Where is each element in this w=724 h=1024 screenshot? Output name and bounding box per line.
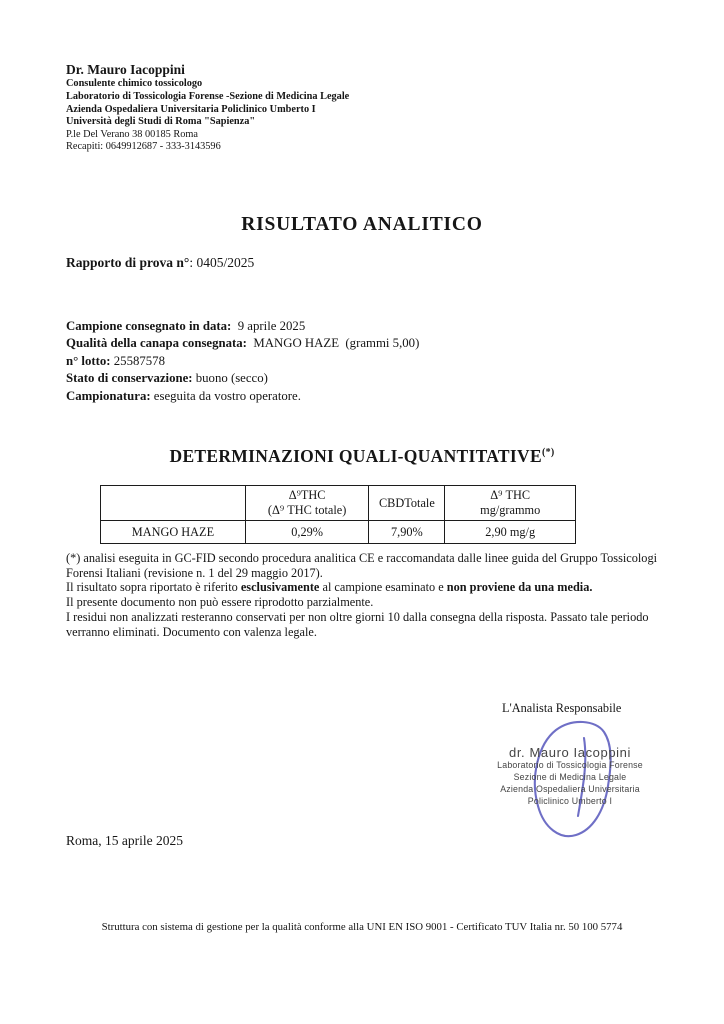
sample-delivery-date: Campione consegnato in data: 9 aprile 2025 <box>66 319 306 333</box>
letterhead-laboratory: Laboratorio di Tossicologia Forense -Sezione di Medicina Legale <box>66 90 350 102</box>
stamp-name: dr. Mauro Iacoppini <box>509 745 631 760</box>
analyst-stamp <box>470 746 670 808</box>
col-header-thc-total: Δ⁹THC (Δ⁹ THC totale) <box>245 486 369 521</box>
col-header-sample <box>101 486 246 521</box>
place-date: Roma, 15 aprile 2025 <box>66 833 183 848</box>
footnotes <box>66 551 666 639</box>
footnote-result-scope: Il risultato sopra riportato è riferito esclusivamente al campione esaminato e non proviene da una media. <box>66 580 593 595</box>
letterhead-university: Università degli Studi di Roma "Sapienza" <box>66 116 256 128</box>
sample-sampling: Campionatura: eseguita da vostro operatore. <box>66 388 301 403</box>
sample-quality: Qualità della canapa consegnata: MANGO HAZE (grammi 5,00) <box>66 336 420 351</box>
letterhead-contacts: Recapiti: 0649912687 - 333-3143596 <box>66 141 221 153</box>
table-header-row <box>101 486 576 521</box>
report-number-value: : 0405/2025 <box>189 255 255 270</box>
certification-footer: Struttura con sistema di gestione per la qualità conforme alla UNI EN ISO 9001 - Certificato TUV Italia nr. 50 100 5774 <box>101 921 623 933</box>
letterhead-role: Consulente chimico tossicologo <box>66 78 203 89</box>
col-header-cbd-total: CBDTotale <box>369 486 445 521</box>
letterhead-hospital: Azienda Ospedaliera Universitaria Policlinico Umberto I <box>66 103 316 115</box>
stamp-line-policlinico: Policlinico Umberto I <box>527 795 613 806</box>
sample-info <box>66 318 419 405</box>
cell-thc-total: 0,29% <box>245 521 369 544</box>
stamp-line-section: Sezione di Medicina Legale <box>513 771 627 782</box>
cell-sample-name: MANGO HAZE <box>101 521 246 544</box>
col-header-thc-mg: Δ⁹ THC mg/grammo <box>445 486 576 521</box>
results-table <box>100 485 576 544</box>
sample-conservation-state: Stato di conservazione: buono (secco) <box>66 371 268 386</box>
report-number-label: Rapporto di prova n° <box>66 255 190 270</box>
analyst-caption: L'Analista Responsabile <box>502 701 622 715</box>
letterhead-name: Dr. Mauro Iacoppini <box>66 62 185 77</box>
letterhead-address: P.le Del Verano 38 00185 Roma <box>66 129 198 141</box>
footnote-reproduction: Il presente documento non può essere riprodotto parzialmente. <box>66 595 374 610</box>
table-row <box>101 521 576 544</box>
footnote-marker: (*) <box>541 447 555 459</box>
page-title: RISULTATO ANALITICO <box>241 214 483 235</box>
report-number-line <box>66 255 254 271</box>
sample-lot-number: n° lotto: 25587578 <box>66 353 165 368</box>
determinations-heading: DETERMINAZIONI QUALI-QUANTITATIVE(*) <box>169 446 555 466</box>
cell-cbd-total: 7,90% <box>369 521 445 544</box>
letterhead <box>66 62 349 154</box>
footnote-method: (*) analisi eseguita in GC-FID secondo procedura analitica CE e raccomandata dalle linee guida del Gruppo Tossicologi Forensi Italiani (revisione n. 1 del 29 maggio 2017). <box>66 551 658 580</box>
footnote-residues: I residui non analizzati resteranno conservati per non oltre giorni 10 dalla consegna della risposta. Passato tale periodo verranno eliminati. Documento con valenza legale. <box>66 609 649 639</box>
stamp-line-hospital: Azienda Ospedaliera Universitaria <box>500 783 640 794</box>
stamp-line-laboratory: Laboratorio di Tossicologia Forense <box>497 760 643 770</box>
cell-thc-mg: 2,90 mg/g <box>445 521 576 544</box>
